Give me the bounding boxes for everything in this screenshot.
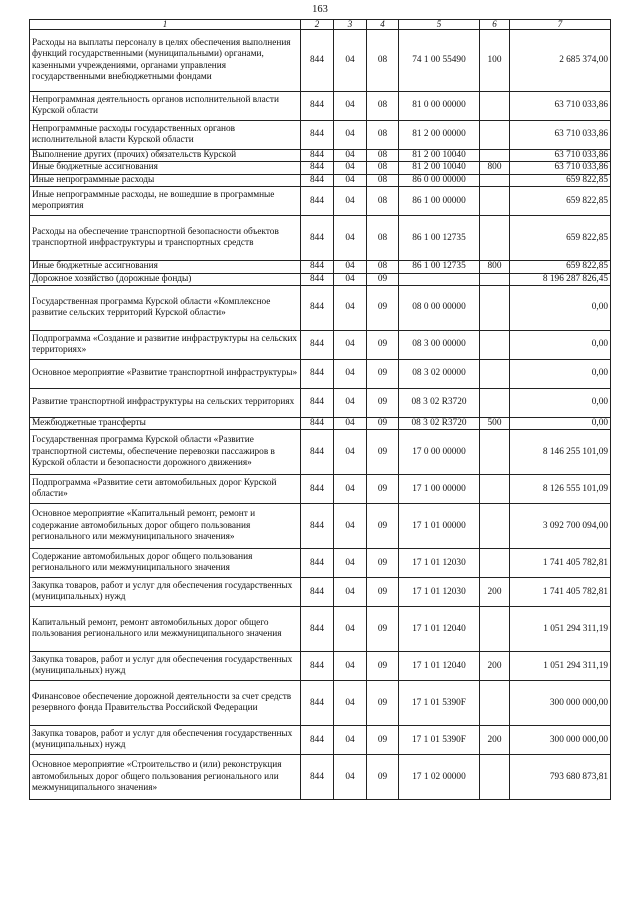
- table-body: [30, 30, 611, 800]
- row-expense-type-cell: [480, 216, 510, 261]
- row-section-cell: 04: [334, 430, 367, 475]
- table-row: [30, 331, 611, 360]
- row-target-article-cell: 86 1 00 12735: [399, 261, 480, 273]
- row-subsection-cell: 08: [367, 187, 399, 216]
- row-target-article-cell: 17 1 01 5390F: [399, 726, 480, 755]
- row-subsection-cell: 08: [367, 92, 399, 121]
- row-grbs-cell: 844: [301, 150, 334, 162]
- row-name-cell: Основное мероприятие «Капитальный ремонт, ремонт и содержание автомобильных дорог общего пользования регионального или межмуниципального значения»: [30, 504, 301, 549]
- row-section-cell: 04: [334, 30, 367, 92]
- column-header-grbs: 2: [301, 20, 334, 30]
- table-row: [30, 389, 611, 418]
- row-expense-type-cell: [480, 273, 510, 285]
- row-section-cell: 04: [334, 389, 367, 418]
- row-subsection-cell: 09: [367, 681, 399, 726]
- row-target-article-cell: 86 1 00 12735: [399, 216, 480, 261]
- row-section-cell: 04: [334, 755, 367, 800]
- row-subsection-cell: 08: [367, 150, 399, 162]
- row-subsection-cell: 08: [367, 174, 399, 186]
- row-subsection-cell: 08: [367, 162, 399, 174]
- row-grbs-cell: 844: [301, 681, 334, 726]
- column-header-target-article: 5: [399, 20, 480, 30]
- row-name-cell: Непрограммная деятельность органов исполнительной власти Курской области: [30, 92, 301, 121]
- row-grbs-cell: 844: [301, 578, 334, 607]
- row-expense-type-cell: [480, 549, 510, 578]
- row-subsection-cell: 09: [367, 331, 399, 360]
- row-grbs-cell: 844: [301, 360, 334, 389]
- row-name-cell: Межбюджетные трансферты: [30, 418, 301, 430]
- row-expense-type-cell: [480, 607, 510, 652]
- row-expense-type-cell: [480, 504, 510, 549]
- row-target-article-cell: 08 3 00 00000: [399, 331, 480, 360]
- row-grbs-cell: 844: [301, 261, 334, 273]
- row-expense-type-cell: [480, 286, 510, 331]
- row-grbs-cell: 844: [301, 389, 334, 418]
- row-amount-cell: 63 710 033,86: [510, 162, 611, 174]
- table-row: [30, 504, 611, 549]
- row-expense-type-cell: [480, 475, 510, 504]
- row-target-article-cell: 17 1 01 00000: [399, 504, 480, 549]
- row-section-cell: 04: [334, 261, 367, 273]
- row-name-cell: Иные непрограммные расходы, не вошедшие в программные мероприятия: [30, 187, 301, 216]
- row-section-cell: 04: [334, 187, 367, 216]
- row-expense-type-cell: [480, 174, 510, 186]
- row-amount-cell: 659 822,85: [510, 187, 611, 216]
- row-grbs-cell: 844: [301, 331, 334, 360]
- row-subsection-cell: 09: [367, 549, 399, 578]
- table-row: [30, 162, 611, 174]
- row-amount-cell: 63 710 033,86: [510, 150, 611, 162]
- row-amount-cell: 659 822,85: [510, 174, 611, 186]
- table-row: [30, 92, 611, 121]
- row-expense-type-cell: [480, 430, 510, 475]
- row-target-article-cell: 17 1 00 00000: [399, 475, 480, 504]
- row-amount-cell: 659 822,85: [510, 261, 611, 273]
- row-subsection-cell: 09: [367, 652, 399, 681]
- row-amount-cell: 63 710 033,86: [510, 92, 611, 121]
- row-grbs-cell: 844: [301, 273, 334, 285]
- row-expense-type-cell: 200: [480, 726, 510, 755]
- column-header-section: 3: [334, 20, 367, 30]
- row-name-cell: Капитальный ремонт, ремонт автомобильных дорог общего пользования регионального или межмуниципального значения: [30, 607, 301, 652]
- row-amount-cell: 1 741 405 782,81: [510, 549, 611, 578]
- column-header-name: 1: [30, 20, 301, 30]
- row-subsection-cell: 08: [367, 261, 399, 273]
- row-target-article-cell: 08 3 02 R3720: [399, 418, 480, 430]
- row-section-cell: 04: [334, 504, 367, 549]
- table-row: [30, 360, 611, 389]
- row-section-cell: 04: [334, 578, 367, 607]
- row-amount-cell: 0,00: [510, 418, 611, 430]
- table-row: [30, 578, 611, 607]
- row-section-cell: 04: [334, 174, 367, 186]
- column-header-expense-type: 6: [480, 20, 510, 30]
- row-section-cell: 04: [334, 652, 367, 681]
- table-row: [30, 150, 611, 162]
- row-grbs-cell: 844: [301, 475, 334, 504]
- row-grbs-cell: 844: [301, 549, 334, 578]
- row-expense-type-cell: 100: [480, 30, 510, 92]
- row-expense-type-cell: [480, 389, 510, 418]
- row-expense-type-cell: 500: [480, 418, 510, 430]
- row-grbs-cell: 844: [301, 162, 334, 174]
- row-name-cell: Иные непрограммные расходы: [30, 174, 301, 186]
- row-subsection-cell: 09: [367, 726, 399, 755]
- row-section-cell: 04: [334, 360, 367, 389]
- row-name-cell: Расходы на выплаты персоналу в целях обеспечения выполнения функций государственными (муниципальными) органами, казенными учреждениями, органами управления государственными внебюджетными фондами: [30, 30, 301, 92]
- row-expense-type-cell: [480, 360, 510, 389]
- row-section-cell: 04: [334, 726, 367, 755]
- table-row: [30, 418, 611, 430]
- table-row: [30, 174, 611, 186]
- row-amount-cell: 0,00: [510, 389, 611, 418]
- row-grbs-cell: 844: [301, 430, 334, 475]
- row-grbs-cell: 844: [301, 755, 334, 800]
- row-name-cell: Закупка товаров, работ и услуг для обеспечения государственных (муниципальных) нужд: [30, 578, 301, 607]
- row-expense-type-cell: 200: [480, 578, 510, 607]
- table-row: [30, 216, 611, 261]
- row-subsection-cell: 08: [367, 121, 399, 150]
- row-expense-type-cell: [480, 187, 510, 216]
- table-row: [30, 30, 611, 92]
- table-row: [30, 475, 611, 504]
- row-grbs-cell: 844: [301, 607, 334, 652]
- row-amount-cell: 8 196 287 826,45: [510, 273, 611, 285]
- row-section-cell: 04: [334, 549, 367, 578]
- row-name-cell: Развитие транспортной инфраструктуры на сельских территориях: [30, 389, 301, 418]
- row-section-cell: 04: [334, 681, 367, 726]
- row-amount-cell: 659 822,85: [510, 216, 611, 261]
- row-subsection-cell: 09: [367, 389, 399, 418]
- row-grbs-cell: 844: [301, 174, 334, 186]
- row-grbs-cell: 844: [301, 726, 334, 755]
- row-name-cell: Подпрограмма «Развитие сети автомобильных дорог Курской области»: [30, 475, 301, 504]
- table-row: [30, 273, 611, 285]
- row-subsection-cell: 09: [367, 504, 399, 549]
- row-name-cell: Расходы на обеспечение транспортной безопасности объектов транспортной инфраструктуры и транспортных средств: [30, 216, 301, 261]
- row-section-cell: 04: [334, 150, 367, 162]
- row-expense-type-cell: [480, 92, 510, 121]
- row-grbs-cell: 844: [301, 286, 334, 331]
- table-row: [30, 652, 611, 681]
- row-name-cell: Содержание автомобильных дорог общего пользования регионального или межмуниципального значения: [30, 549, 301, 578]
- row-section-cell: 04: [334, 216, 367, 261]
- table-row: [30, 681, 611, 726]
- row-amount-cell: 3 092 700 094,00: [510, 504, 611, 549]
- row-grbs-cell: 844: [301, 92, 334, 121]
- row-target-article-cell: 17 1 01 12040: [399, 607, 480, 652]
- row-amount-cell: 1 741 405 782,81: [510, 578, 611, 607]
- row-subsection-cell: 09: [367, 286, 399, 331]
- row-subsection-cell: 09: [367, 273, 399, 285]
- row-target-article-cell: 08 3 02 00000: [399, 360, 480, 389]
- table-row: [30, 261, 611, 273]
- row-target-article-cell: [399, 273, 480, 285]
- row-target-article-cell: 86 0 00 00000: [399, 174, 480, 186]
- row-name-cell: Подпрограмма «Создание и развитие инфраструктуры на сельских территориях»: [30, 331, 301, 360]
- row-target-article-cell: 17 1 01 12040: [399, 652, 480, 681]
- row-name-cell: Основное мероприятие «Развитие транспортной инфраструктуры»: [30, 360, 301, 389]
- row-amount-cell: 300 000 000,00: [510, 726, 611, 755]
- row-target-article-cell: 08 0 00 00000: [399, 286, 480, 331]
- row-grbs-cell: 844: [301, 216, 334, 261]
- row-subsection-cell: 09: [367, 578, 399, 607]
- table-row: [30, 286, 611, 331]
- row-amount-cell: 0,00: [510, 286, 611, 331]
- column-header-subsection: 4: [367, 20, 399, 30]
- row-subsection-cell: 09: [367, 418, 399, 430]
- table-row: [30, 430, 611, 475]
- row-section-cell: 04: [334, 162, 367, 174]
- row-grbs-cell: 844: [301, 652, 334, 681]
- row-target-article-cell: 86 1 00 00000: [399, 187, 480, 216]
- header-row: [30, 20, 611, 30]
- row-amount-cell: 0,00: [510, 331, 611, 360]
- row-amount-cell: 300 000 000,00: [510, 681, 611, 726]
- row-grbs-cell: 844: [301, 418, 334, 430]
- row-expense-type-cell: [480, 755, 510, 800]
- table-row: [30, 549, 611, 578]
- row-name-cell: Государственная программа Курской области «Развитие транспортной системы, обеспечение перевозки пассажиров в Курской области и безопасности дорожного движения»: [30, 430, 301, 475]
- row-section-cell: 04: [334, 418, 367, 430]
- row-target-article-cell: 74 1 00 55490: [399, 30, 480, 92]
- row-expense-type-cell: [480, 121, 510, 150]
- row-subsection-cell: 08: [367, 30, 399, 92]
- table-row: [30, 121, 611, 150]
- row-grbs-cell: 844: [301, 504, 334, 549]
- row-amount-cell: 793 680 873,81: [510, 755, 611, 800]
- row-name-cell: Выполнение других (прочих) обязательств Курской: [30, 150, 301, 162]
- row-amount-cell: 1 051 294 311,19: [510, 607, 611, 652]
- row-amount-cell: 8 146 255 101,09: [510, 430, 611, 475]
- row-section-cell: 04: [334, 331, 367, 360]
- row-subsection-cell: 09: [367, 430, 399, 475]
- row-grbs-cell: 844: [301, 30, 334, 92]
- page-number: 163: [312, 4, 328, 15]
- table-row: [30, 187, 611, 216]
- row-section-cell: 04: [334, 121, 367, 150]
- row-subsection-cell: 09: [367, 360, 399, 389]
- row-name-cell: Государственная программа Курской области «Комплексное развитие сельских территорий Курской области»: [30, 286, 301, 331]
- table-row: [30, 726, 611, 755]
- row-subsection-cell: 09: [367, 755, 399, 800]
- row-name-cell: Основное мероприятие «Строительство и (или) реконструкция автомобильных дорог общего пользования регионального или межмуниципального значения»: [30, 755, 301, 800]
- row-expense-type-cell: 800: [480, 261, 510, 273]
- column-header-amount: 7: [510, 20, 611, 30]
- row-name-cell: Иные бюджетные ассигнования: [30, 162, 301, 174]
- row-target-article-cell: 17 1 02 00000: [399, 755, 480, 800]
- row-name-cell: Непрограммные расходы государственных органов исполнительной власти Курской области: [30, 121, 301, 150]
- row-subsection-cell: 09: [367, 475, 399, 504]
- row-grbs-cell: 844: [301, 187, 334, 216]
- row-amount-cell: 2 685 374,00: [510, 30, 611, 92]
- row-amount-cell: 8 126 555 101,09: [510, 475, 611, 504]
- row-expense-type-cell: [480, 681, 510, 726]
- row-section-cell: 04: [334, 92, 367, 121]
- row-name-cell: Дорожное хозяйство (дорожные фонды): [30, 273, 301, 285]
- budget-table: [29, 19, 611, 800]
- row-expense-type-cell: [480, 150, 510, 162]
- row-target-article-cell: 17 0 00 00000: [399, 430, 480, 475]
- row-name-cell: Иные бюджетные ассигнования: [30, 261, 301, 273]
- row-section-cell: 04: [334, 475, 367, 504]
- table-row: [30, 607, 611, 652]
- row-section-cell: 04: [334, 273, 367, 285]
- row-target-article-cell: 17 1 01 5390F: [399, 681, 480, 726]
- row-amount-cell: 0,00: [510, 360, 611, 389]
- row-name-cell: Финансовое обеспечение дорожной деятельности за счет средств резервного фонда Правительства Российской Федерации: [30, 681, 301, 726]
- row-target-article-cell: 08 3 02 R3720: [399, 389, 480, 418]
- row-amount-cell: 63 710 033,86: [510, 121, 611, 150]
- row-section-cell: 04: [334, 607, 367, 652]
- row-amount-cell: 1 051 294 311,19: [510, 652, 611, 681]
- row-subsection-cell: 09: [367, 607, 399, 652]
- row-target-article-cell: 81 2 00 10040: [399, 150, 480, 162]
- row-expense-type-cell: 800: [480, 162, 510, 174]
- row-target-article-cell: 81 2 00 00000: [399, 121, 480, 150]
- row-target-article-cell: 81 0 00 00000: [399, 92, 480, 121]
- row-name-cell: Закупка товаров, работ и услуг для обеспечения государственных (муниципальных) нужд: [30, 652, 301, 681]
- row-section-cell: 04: [334, 286, 367, 331]
- row-subsection-cell: 08: [367, 216, 399, 261]
- row-target-article-cell: 17 1 01 12030: [399, 578, 480, 607]
- row-expense-type-cell: 200: [480, 652, 510, 681]
- row-name-cell: Закупка товаров, работ и услуг для обеспечения государственных (муниципальных) нужд: [30, 726, 301, 755]
- row-grbs-cell: 844: [301, 121, 334, 150]
- row-target-article-cell: 17 1 01 12030: [399, 549, 480, 578]
- row-expense-type-cell: [480, 331, 510, 360]
- table-row: [30, 755, 611, 800]
- row-target-article-cell: 81 2 00 10040: [399, 162, 480, 174]
